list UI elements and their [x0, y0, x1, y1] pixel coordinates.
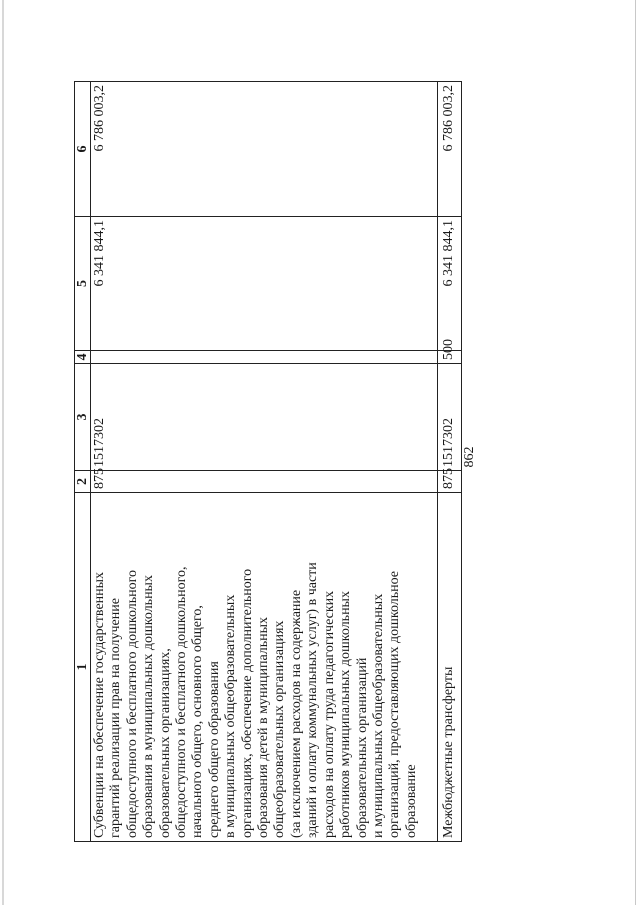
description-line: общедоступного и бесплатного дошкольного [124, 569, 140, 838]
header-col-1: 1 [75, 493, 91, 842]
row-code-col4 [91, 351, 438, 364]
description-line: образовательных организациях, [157, 648, 173, 838]
description-line: организациях, обеспечение дополнительного [239, 568, 255, 838]
description-line: образовательных организаций [354, 657, 370, 838]
description-line: Субвенции на обеспечение государственных [92, 571, 107, 838]
total-code-col4: 500 [438, 351, 462, 364]
total-amount-col5: 6 341 844,1 [438, 217, 462, 351]
total-code-col3: 1517302 [438, 364, 462, 471]
rotated-table-area [74, 82, 462, 842]
description-line: образования детей в муниципальных [256, 616, 272, 838]
row-amount-col5: 6 341 844,1 [91, 217, 438, 351]
description-line: общеобразовательных организациях [272, 620, 288, 838]
total-code-col2: 875 [438, 471, 462, 493]
total-description: Межбюджетные трансферты [438, 493, 462, 842]
description-line: общедоступного и бесплатного дошкольного, [174, 566, 190, 838]
table-container [74, 82, 462, 842]
description-line: начального общего, основного общего, [190, 605, 206, 838]
scan-edge-right [635, 0, 636, 905]
description-line: (за исключением расходов на содержание [288, 589, 304, 838]
header-col-4: 4 [75, 351, 91, 364]
description-line: организаций, предоставляющих дошкольное [387, 570, 403, 838]
description-line: образование [403, 764, 419, 838]
description-line: образования в муниципальных дошкольных [141, 575, 157, 838]
description-line: работников муниципальных дошкольных [338, 591, 354, 838]
header-col-6: 6 [75, 82, 91, 217]
description-line: расходов на оплату труда педагогических [321, 590, 337, 838]
header-col-5: 5 [75, 217, 91, 351]
scan-edge-left [2, 0, 4, 905]
description-line: зданий и оплату коммунальных услуг) в части [305, 562, 321, 838]
table-row-subvention [91, 82, 438, 842]
page-number: 862 [462, 446, 477, 468]
row-amount-col6: 6 786 003,2 [91, 82, 438, 217]
row-description [91, 493, 438, 842]
header-col-2: 2 [75, 471, 91, 493]
description-line: и муниципальных общеобразовательных [370, 593, 386, 838]
description-line: гарантий реализации прав на получение [108, 598, 124, 838]
table-row-transfers [438, 82, 462, 842]
row-code-col2: 875 [91, 471, 438, 493]
header-col-3: 3 [75, 364, 91, 471]
row-code-col3: 1517302 [91, 364, 438, 471]
budget-table [74, 81, 462, 842]
description-line: в муниципальных общеобразовательных [223, 594, 239, 838]
table-header-row [75, 82, 91, 842]
description-line: среднего общего образования [206, 661, 222, 838]
total-amount-col6: 6 786 003,2 [438, 82, 462, 217]
